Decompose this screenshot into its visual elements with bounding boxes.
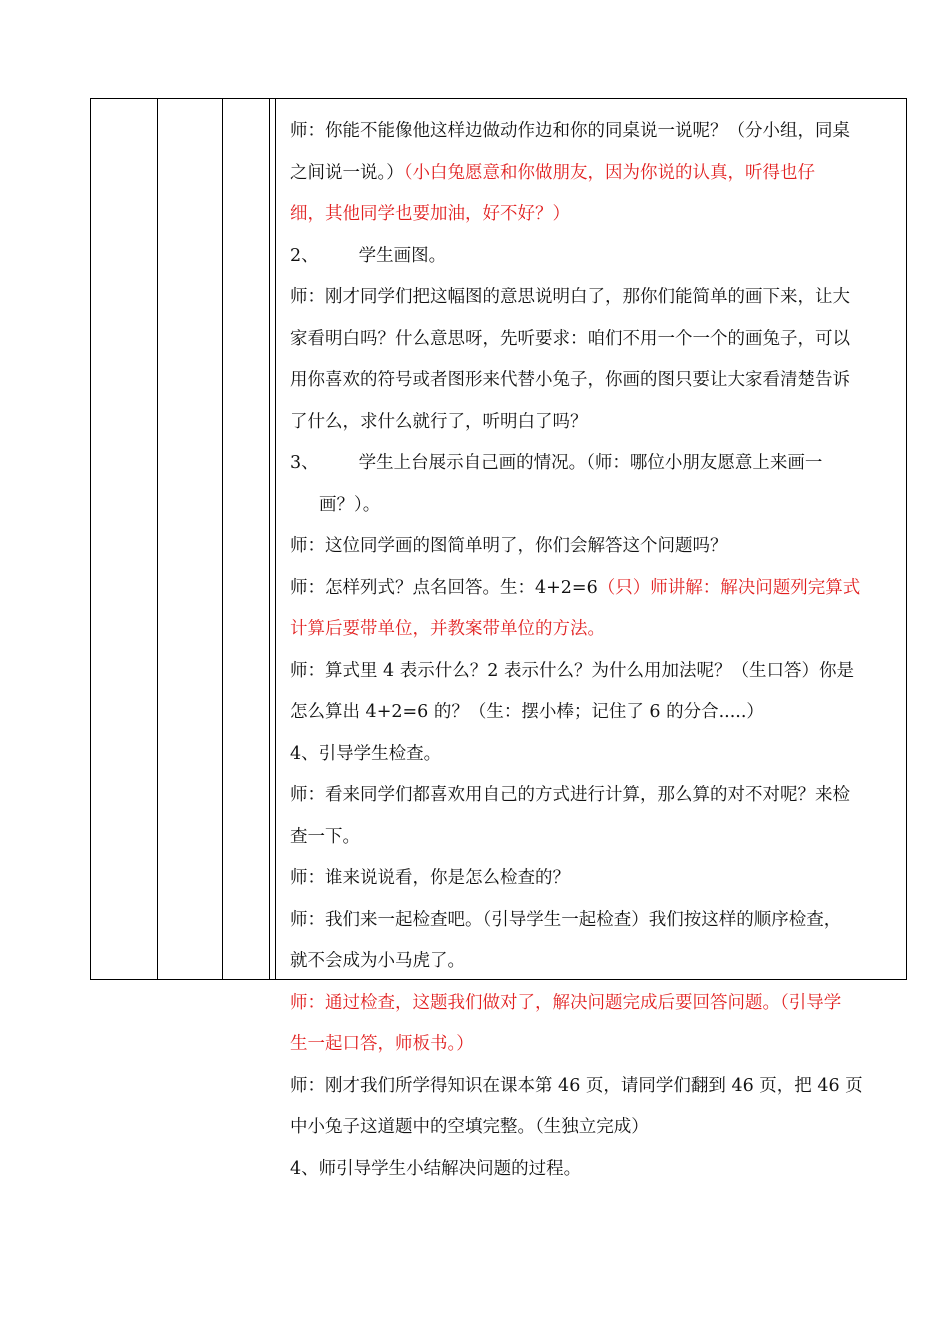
text-line bbox=[290, 443, 896, 485]
text-line bbox=[290, 817, 896, 859]
text-line bbox=[290, 1149, 896, 1191]
body-text: 师：怎样列式？点名回答。生：4+2=6 bbox=[290, 577, 598, 598]
body-text: 师：看来同学们都喜欢用自己的方式进行计算，那么算的对不对呢？来检 bbox=[290, 785, 850, 805]
text-line bbox=[290, 319, 896, 361]
text-line bbox=[290, 651, 896, 693]
body-text: 查一下。 bbox=[290, 826, 360, 847]
body-text: 学生上台展示自己画的情况。（师：哪位小朋友愿意上来画一 bbox=[358, 453, 823, 473]
body-text: 就不会成为小马虎了。 bbox=[290, 951, 465, 971]
text-line bbox=[290, 1024, 896, 1066]
highlighted-text: 计算后要带单位，并教案带单位的方法。 bbox=[290, 619, 605, 639]
teaching-process-cell bbox=[281, 99, 906, 1179]
body-text: 之间说一说。） bbox=[290, 162, 404, 183]
text-line bbox=[290, 1066, 896, 1108]
highlighted-text: （小白兔愿意和你做朋友，因为你说的认真，听得也仔 bbox=[403, 162, 815, 183]
text-line bbox=[290, 485, 896, 527]
column-divider-2 bbox=[222, 99, 223, 979]
body-text: 师：谁来说说看，你是怎么检查的？ bbox=[290, 868, 570, 888]
body-text: 师：这位同学画的图简单明了，你们会解答这个问题吗？ bbox=[290, 536, 728, 556]
column-divider-3 bbox=[269, 99, 270, 979]
highlighted-text: 生一起口答，师板书。） bbox=[290, 1034, 474, 1054]
body-text: 4、引导学生检查。 bbox=[290, 743, 442, 764]
text-line bbox=[290, 900, 896, 942]
text-line bbox=[290, 568, 896, 610]
body-text: 师：你能不能像他这样边做动作边和你的同桌说一说呢？（分小组，同桌 bbox=[290, 121, 850, 141]
text-line bbox=[290, 153, 896, 195]
body-text: 师：刚才同学们把这幅图的意思说明白了，那你们能简单的画下来，让大 bbox=[290, 287, 850, 307]
highlighted-text: 细，其他同学也要加油，好不好？） bbox=[290, 204, 570, 224]
body-text: 了什么，求什么就行了，听明白了吗？ bbox=[290, 411, 588, 432]
body-text: 2、 bbox=[290, 245, 319, 266]
text-line bbox=[290, 194, 896, 236]
text-line bbox=[290, 609, 896, 651]
text-line bbox=[290, 941, 896, 983]
body-text: 家看明白吗？什么意思呀，先听要求：咱们不用一个一个的画兔子，可以 bbox=[290, 328, 850, 349]
text-line bbox=[290, 236, 896, 278]
body-text: 用你喜欢的符号或者图形来代替小兔子，你画的图只要让大家看清楚告诉 bbox=[290, 370, 850, 390]
highlighted-text: 师：通过检查，这题我们做对了，解决问题完成后要回答问题。（引导学 bbox=[290, 992, 842, 1013]
text-line bbox=[290, 775, 896, 817]
text-line bbox=[290, 111, 896, 153]
lesson-plan-table bbox=[90, 98, 907, 1179]
body-text: 中小兔子这道题中的空填完整。（生独立完成） bbox=[290, 1117, 649, 1137]
body-text: 学生画图。 bbox=[358, 245, 447, 266]
text-line bbox=[290, 360, 896, 402]
body-text: 师：算式里 4 表示什么？2 表示什么？为什么用加法呢？（生口答）你是 bbox=[290, 660, 854, 681]
text-line bbox=[290, 692, 896, 734]
text-line bbox=[290, 402, 896, 444]
text-line bbox=[290, 983, 896, 1025]
text-line bbox=[290, 858, 896, 900]
column-divider-4 bbox=[275, 99, 276, 979]
body-text: 4、师引导学生小结解决问题的过程。 bbox=[290, 1158, 582, 1179]
column-divider-1 bbox=[157, 99, 158, 979]
body-text: 3、 bbox=[290, 453, 319, 473]
highlighted-text: （只）师讲解：解决问题列完算式 bbox=[597, 577, 861, 598]
body-text: 怎么算出 4+2=6 的？（生：摆小棒；记住了 6 的分合.....） bbox=[290, 702, 764, 722]
text-line bbox=[290, 277, 896, 319]
body-text: 画？）。 bbox=[319, 494, 381, 515]
body-text: 师：我们来一起检查吧。（引导学生一起检查）我们按这样的顺序检查， bbox=[290, 909, 842, 930]
text-line bbox=[290, 734, 896, 776]
text-line bbox=[290, 526, 896, 568]
text-line bbox=[290, 1107, 896, 1149]
body-text: 师：刚才我们所学得知识在课本第 46 页，请同学们翻到 46 页，把 46 页 bbox=[290, 1075, 863, 1096]
